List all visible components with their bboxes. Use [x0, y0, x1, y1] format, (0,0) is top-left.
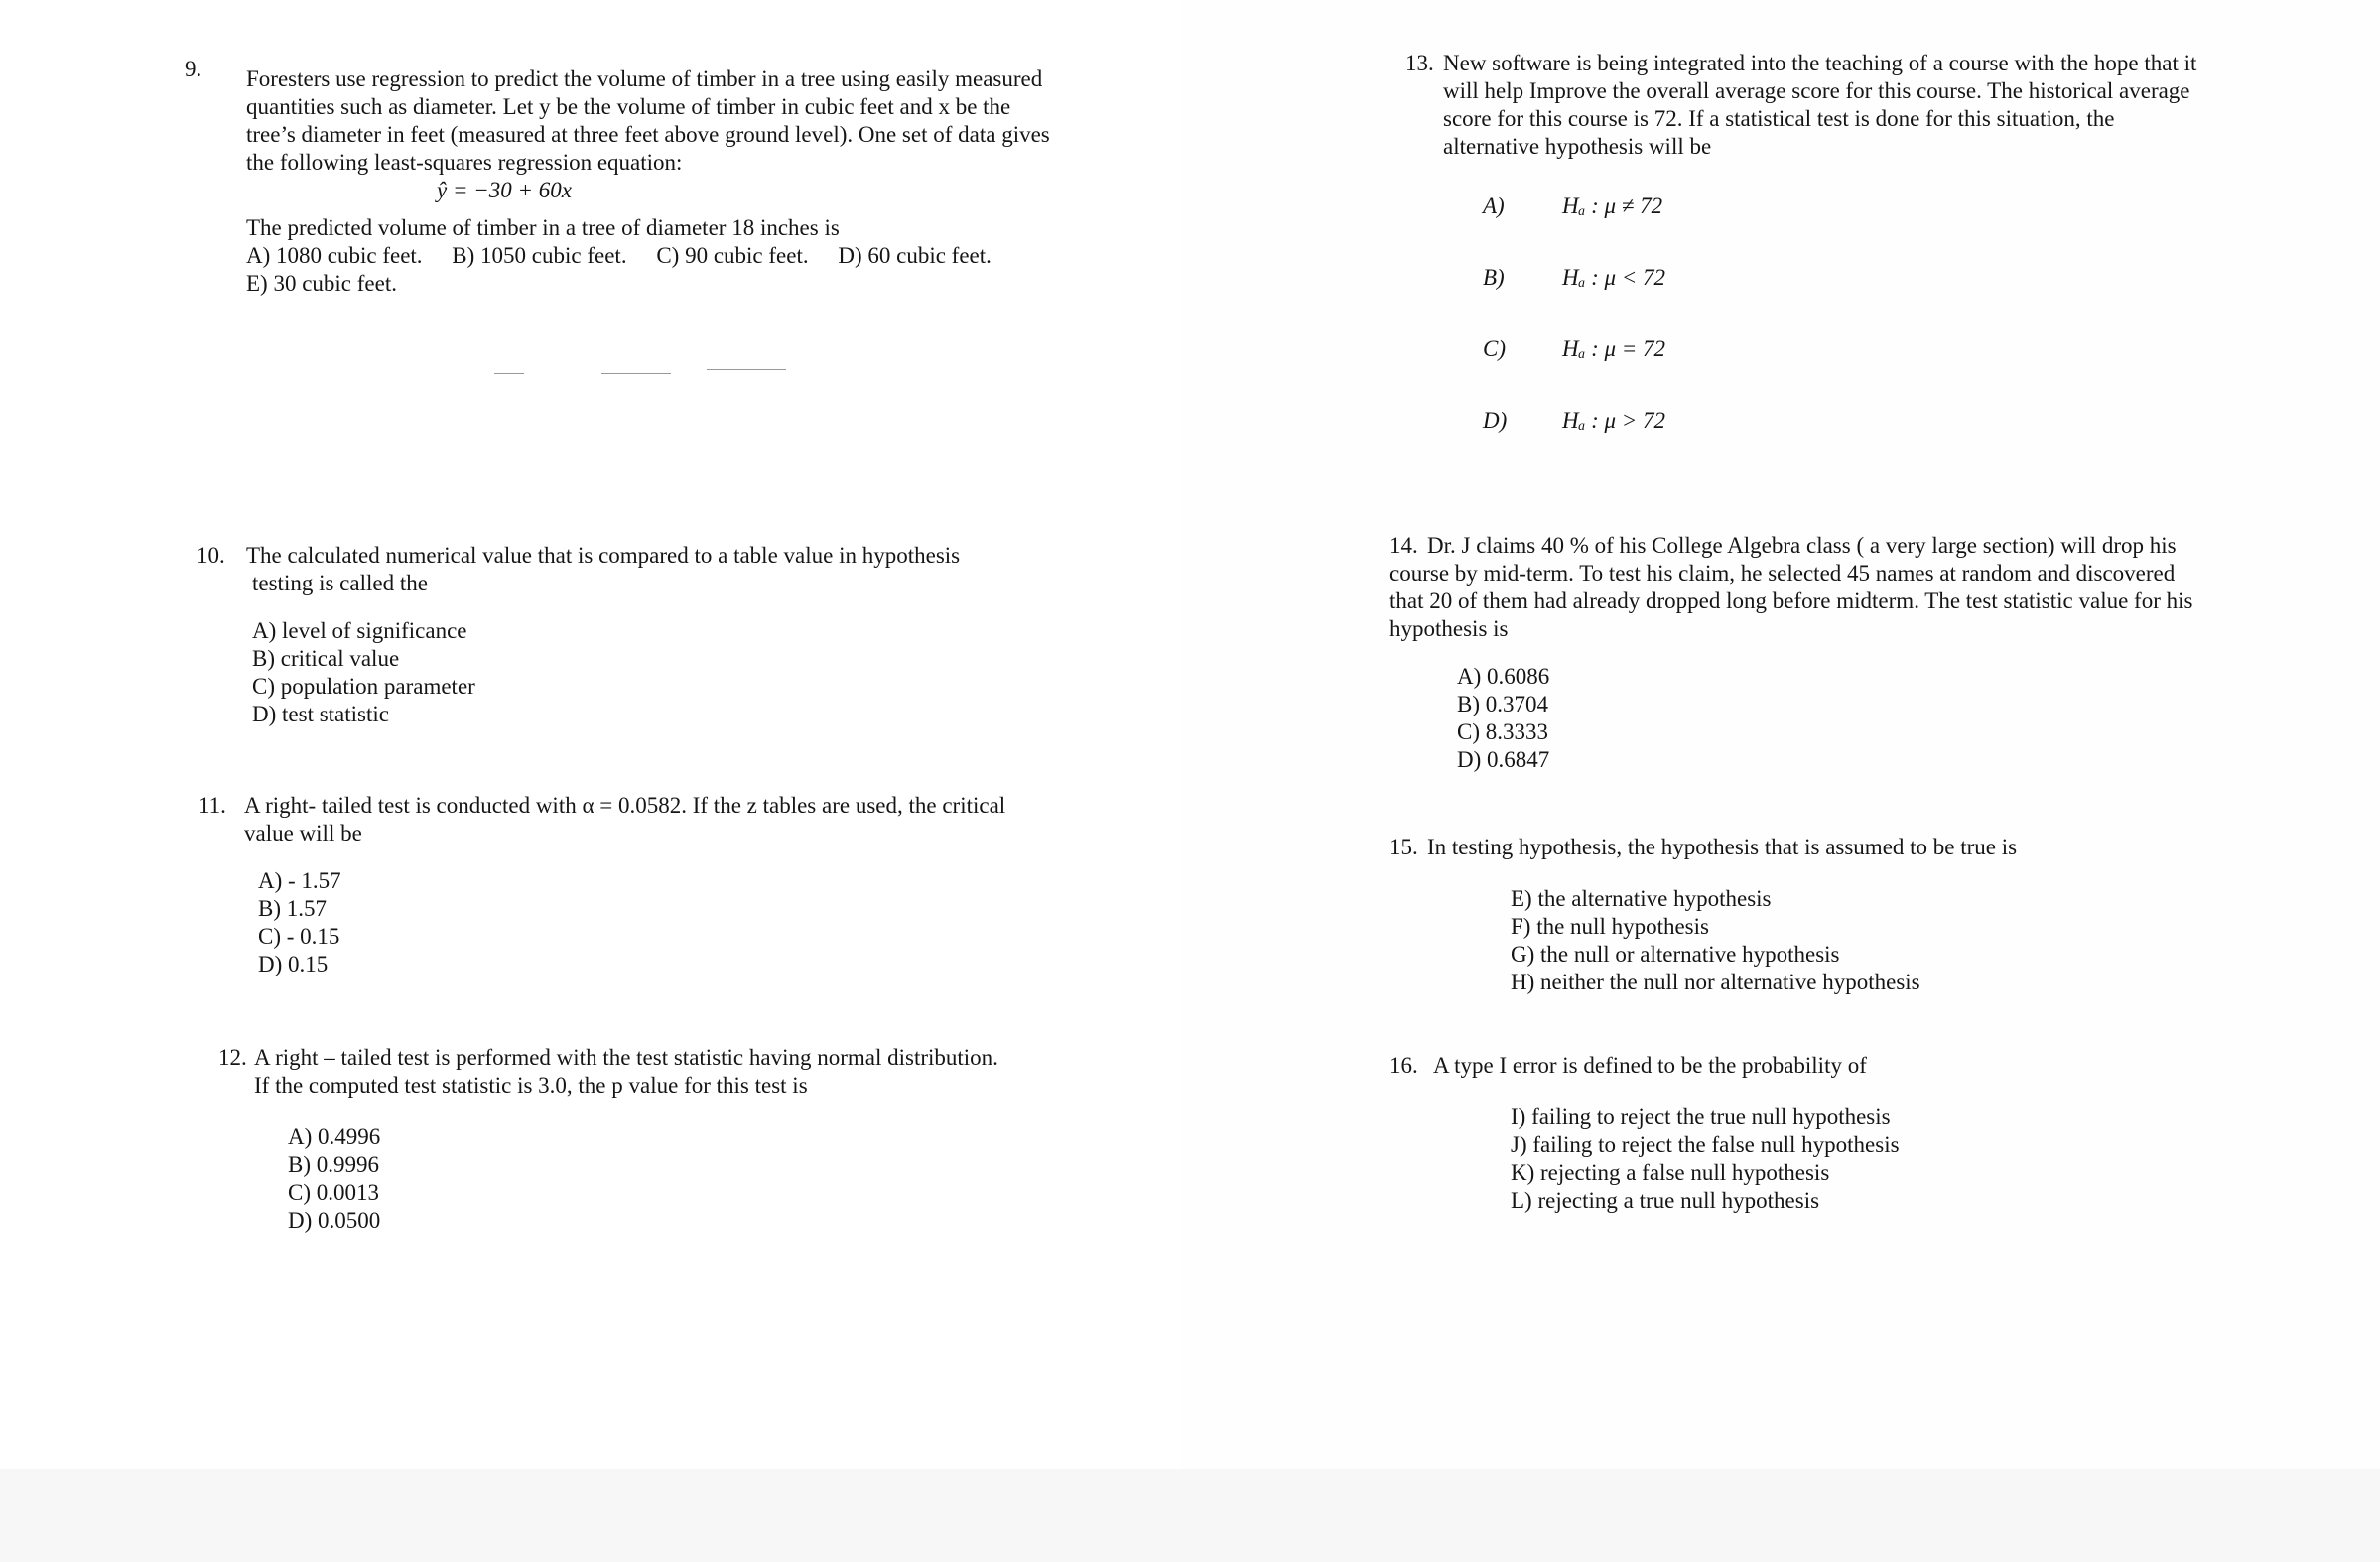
answer-option[interactable]: H) neither the null nor alternative hypothesis — [1511, 970, 1920, 994]
question-13 — [1405, 50, 2358, 456]
question-text-line: A right – tailed test is performed with the test statistic having normal distribution. — [254, 1045, 998, 1070]
answer-option[interactable]: A) 0.4996 — [288, 1124, 381, 1149]
question-number: 9. — [185, 57, 202, 81]
right-page — [1181, 0, 2380, 1562]
answer-option[interactable]: D) 60 cubic feet. — [838, 243, 992, 268]
question-text-line: hypothesis is — [1389, 616, 1509, 641]
answer-option[interactable]: C) population parameter — [252, 674, 475, 699]
hypothesis-expression: Hₐ : μ > 72 — [1562, 408, 1666, 433]
answer-option[interactable]: A) 0.6086 — [1457, 664, 1550, 689]
question-text-line: testing is called the — [252, 571, 428, 595]
answer-option[interactable] — [1483, 385, 2358, 456]
question-text-line: The calculated numerical value that is compared to a table value in hypothesis — [246, 543, 961, 568]
regression-equation: ŷ = −30 + 60x — [437, 178, 572, 202]
answer-option[interactable]: B) 1050 cubic feet. — [452, 243, 627, 268]
answer-option[interactable]: J) failing to reject the false null hypothesis — [1511, 1132, 1900, 1157]
option-label: D) — [1483, 408, 1508, 433]
answer-option[interactable]: A) - 1.57 — [258, 868, 341, 893]
scan-artifact — [494, 373, 524, 374]
question-text-line: will help Improve the overall average score for this course. The historical average — [1443, 78, 2190, 103]
question-12 — [218, 1044, 1112, 1235]
answer-option[interactable] — [1483, 242, 2358, 314]
hypothesis-expression: Hₐ : μ = 72 — [1562, 336, 1666, 361]
question-number: 12. — [218, 1045, 247, 1070]
hypothesis-expression: Hₐ : μ < 72 — [1562, 265, 1666, 290]
answer-option[interactable]: E) 30 cubic feet. — [246, 271, 397, 296]
question-text-line: In testing hypothesis, the hypothesis that is assumed to be true is — [1427, 835, 2018, 859]
answer-option[interactable] — [1483, 314, 2358, 385]
answer-option[interactable]: B) critical value — [252, 646, 400, 671]
question-text-line: value will be — [244, 821, 362, 846]
answer-option[interactable]: C) 8.3333 — [1457, 719, 1548, 744]
scan-artifact — [707, 369, 786, 370]
question-text-line: the following least-squares regression equation: — [246, 150, 683, 175]
answer-option[interactable]: A) level of significance — [252, 618, 467, 643]
answer-option[interactable]: I) failing to reject the true null hypothesis — [1511, 1105, 1891, 1129]
answer-option[interactable]: B) 0.9996 — [288, 1152, 379, 1177]
hypothesis-expression: Hₐ : μ ≠ 72 — [1562, 194, 1663, 218]
question-text-line: A type I error is defined to be the probability of — [1433, 1053, 1867, 1078]
question-number: 13. — [1405, 51, 1434, 75]
question-text-line: course by mid-term. To test his claim, he selected 45 names at random and discovered — [1389, 561, 2176, 586]
question-11 — [198, 792, 1092, 978]
question-text-line: New software is being integrated into the teaching of a course with the hope that it — [1443, 51, 2197, 75]
question-text-line: A right- tailed test is conducted with α = 0.0582. If the z tables are used, the critical — [244, 793, 1006, 818]
answer-option[interactable]: A) 1080 cubic feet. — [246, 243, 423, 268]
answer-options-row — [246, 242, 1118, 270]
answer-option[interactable]: G) the null or alternative hypothesis — [1511, 942, 1840, 967]
answer-option[interactable]: C) 90 cubic feet. — [656, 243, 809, 268]
option-label: C) — [1483, 336, 1506, 361]
question-number: 15. — [1389, 835, 1418, 859]
question-text-line: If the computed test statistic is 3.0, the p value for this test is — [254, 1073, 808, 1098]
question-text-line: that 20 of them had already dropped long before midterm. The test statistic value for his — [1389, 588, 2193, 613]
question-14 — [1389, 532, 2362, 774]
answer-option[interactable]: K) rejecting a false null hypothesis — [1511, 1160, 1830, 1185]
question-text-line: Foresters use regression to predict the volume of timber in a tree using easily measured — [246, 66, 1043, 91]
option-label: A) — [1483, 194, 1505, 218]
answer-option[interactable]: C) - 0.15 — [258, 924, 340, 949]
scan-artifact — [601, 373, 671, 374]
question-text-line: score for this course is 72. If a statistical test is done for this situation, the — [1443, 106, 2115, 131]
answer-option[interactable]: F) the null hypothesis — [1511, 914, 1709, 939]
question-16 — [1389, 1052, 2362, 1215]
answer-option[interactable]: E) the alternative hypothesis — [1511, 886, 1772, 911]
answer-option[interactable]: B) 1.57 — [258, 896, 327, 921]
answer-option[interactable]: D) 0.15 — [258, 952, 329, 976]
answer-option[interactable]: C) 0.0013 — [288, 1180, 379, 1205]
option-label: B) — [1483, 265, 1505, 290]
question-number: 11. — [198, 793, 226, 818]
left-page — [0, 0, 1181, 1562]
question-text-line: alternative hypothesis will be — [1443, 134, 1712, 159]
answer-option[interactable]: D) 0.0500 — [288, 1208, 381, 1233]
question-number: 14. — [1389, 533, 1418, 558]
question-text-line: Dr. J claims 40 % of his College Algebra class ( a very large section) will drop his — [1427, 533, 2177, 558]
question-prompt: The predicted volume of timber in a tree of diameter 18 inches is — [246, 215, 840, 240]
answer-option[interactable]: D) 0.6847 — [1457, 747, 1550, 772]
question-15 — [1389, 834, 2362, 996]
answer-option[interactable]: B) 0.3704 — [1457, 692, 1548, 716]
answer-option[interactable] — [1483, 171, 2358, 242]
question-number: 16. — [1389, 1053, 1418, 1078]
question-text-line: quantities such as diameter. Let y be the volume of timber in cubic feet and x be the — [246, 94, 1011, 119]
answer-option[interactable]: L) rejecting a true null hypothesis — [1511, 1188, 1820, 1213]
scan-shadow — [0, 1469, 2380, 1562]
question-text-line: tree’s diameter in feet (measured at three feet above ground level). One set of data gives — [246, 122, 1050, 147]
question-10 — [197, 542, 1090, 728]
answer-option[interactable]: D) test statistic — [252, 702, 389, 726]
question-9 — [185, 56, 1118, 298]
question-number: 10. — [197, 543, 225, 568]
